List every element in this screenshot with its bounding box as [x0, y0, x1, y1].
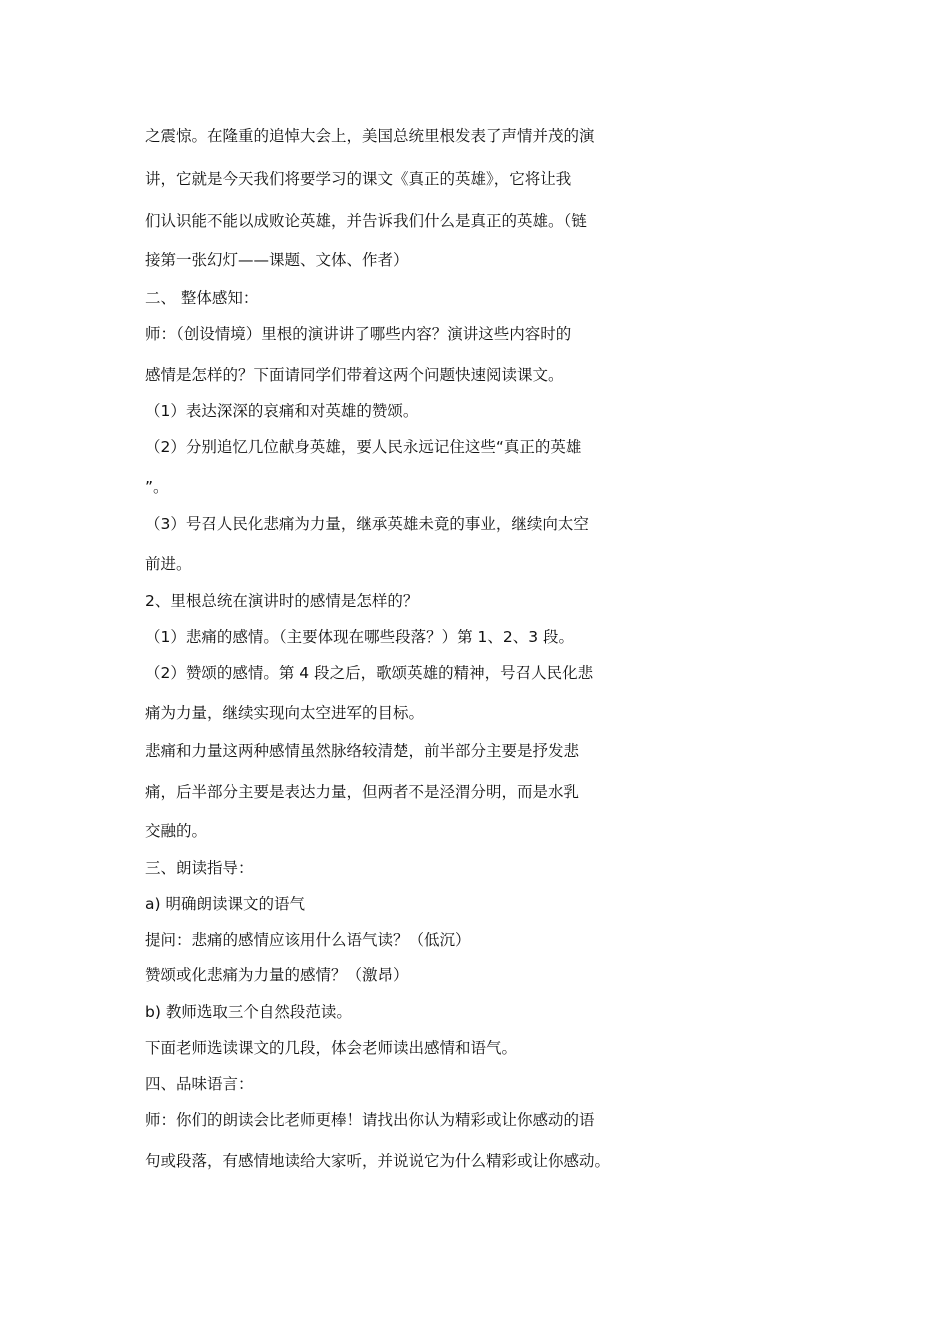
text-line: 痛，后半部分主要是表达力量，但两者不是泾渭分明，而是水乳	[145, 783, 580, 801]
text-line: 交融的。	[145, 822, 208, 840]
text-line: 感情是怎样的？下面请同学们带着这两个问题快速阅读课文。	[145, 366, 564, 384]
text-line: 痛为力量，继续实现向太空进军的目标。	[145, 704, 425, 722]
text-line: 前进。	[145, 555, 192, 573]
section-heading: 三、朗读指导：	[145, 859, 254, 877]
section-heading: 四、品味语言：	[145, 1075, 254, 1093]
text-line: 师：（创设情境）里根的演讲讲了哪些内容？演讲这些内容时的	[145, 325, 572, 343]
text-line: 师：你们的朗读会比老师更棒！请找出你认为精彩或让你感动的语	[145, 1111, 595, 1129]
text-line: （2）分别追忆几位献身英雄，要人民永远记住这些“真正的英雄	[145, 438, 582, 456]
text-line: 赞颂或化悲痛为力量的感情？（激昂）	[145, 966, 409, 984]
text-line: 之震惊。在隆重的追悼大会上，美国总统里根发表了声情并茂的演	[145, 127, 595, 145]
text-line: 讲，它就是今天我们将要学习的课文《真正的英雄》，它将让我	[145, 170, 572, 188]
text-line: （3）号召人民化悲痛为力量，继承英雄未竟的事业，继续向太空	[145, 515, 589, 533]
text-line: ”。	[145, 478, 169, 496]
text-line: （1）悲痛的感情。（主要体现在哪些段落？）第 1、2、3 段。	[145, 628, 575, 646]
text-line: 下面老师选读课文的几段，体会老师读出感情和语气。	[145, 1039, 518, 1057]
text-line: 接第一张幻灯——课题、文体、作者）	[145, 251, 409, 269]
text-line: b) 教师选取三个自然段范读。	[145, 1003, 352, 1021]
text-line: 提问：悲痛的感情应该用什么语气读？（低沉）	[145, 931, 471, 949]
section-heading: 二、 整体感知：	[145, 289, 259, 307]
text-line: a) 明确朗读课文的语气	[145, 895, 305, 913]
text-line: （2）赞颂的感情。第 4 段之后，歌颂英雄的精神，号召人民化悲	[145, 664, 594, 682]
text-line: 悲痛和力量这两种感情虽然脉络较清楚，前半部分主要是抒发悲	[145, 742, 580, 760]
text-line: 句或段落，有感情地读给大家听，并说说它为什么精彩或让你感动。	[145, 1152, 611, 1170]
text-line: 2、里根总统在演讲时的感情是怎样的？	[145, 592, 419, 610]
text-line: 们认识能不能以成败论英雄，并告诉我们什么是真正的英雄。（链	[145, 212, 587, 230]
text-line: （1）表达深深的哀痛和对英雄的赞颂。	[145, 402, 419, 420]
